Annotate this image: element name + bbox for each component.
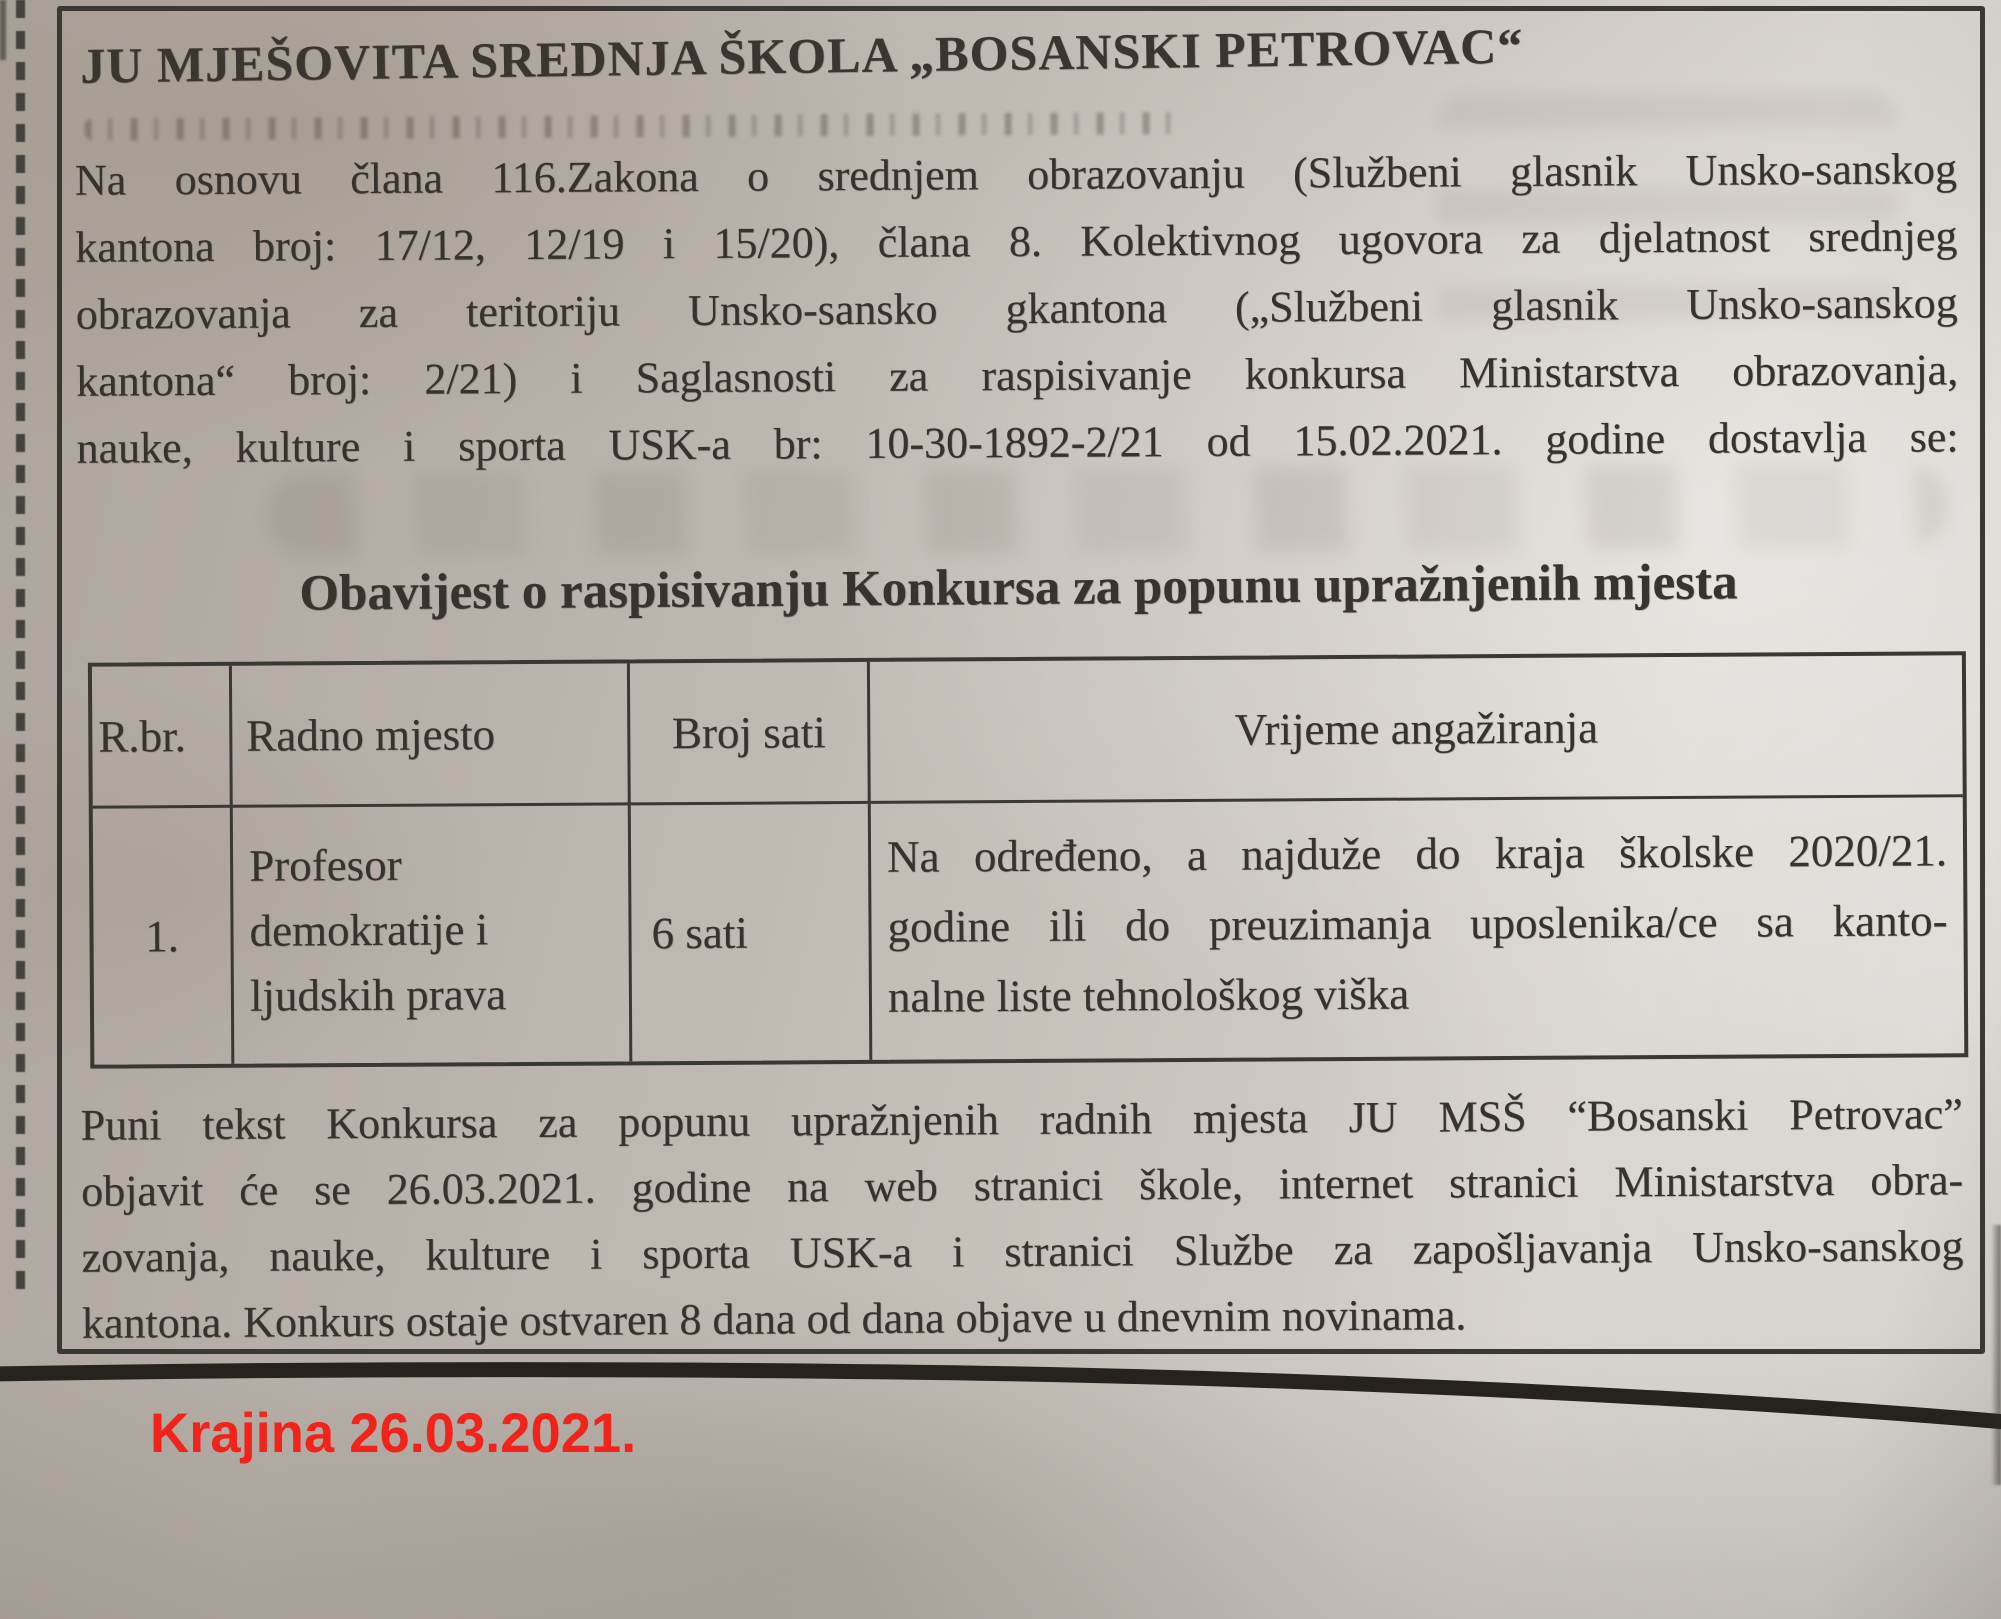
intro-line: Na osnovu člana 116.Zakona o srednjem obrazovanju (Službeni glasnik Unsko-sanskog — [74, 144, 1958, 205]
announcement-content — [74, 5, 1964, 1354]
bleed-through-smudge-top — [1436, 92, 1898, 345]
table-cell-engagement-period — [871, 797, 1965, 1060]
table-cell-hours: 6 sati — [631, 804, 873, 1061]
intro-line: kantona“ broj: 2/21) i Saglasnosti za raspisivanje konkursa Ministarstva obrazovanja, — [76, 345, 1959, 406]
notice-heading: Obavijest o raspisivanju Konkursa za popunu upražnjenih mjesta — [299, 554, 1738, 622]
engagement-line: nalne liste tehnološkog viška — [887, 968, 1410, 1022]
intro-line: obrazovanja za teritoriju Unsko-sansko gkantona („Službeni glasnik Unsko-sanskog — [75, 278, 1958, 339]
print-smudge-band — [85, 112, 1175, 141]
closing-line: objavit će se 26.03.2021. godine na web stranici škole, internet stranici Ministarstva obra- — [80, 1155, 1964, 1216]
page-title: JU MJEŠOVITA SREDNJA ŠKOLA „BOSANSKI PETROVAC“ — [79, 17, 1524, 94]
intro-line: nauke, kulture i sporta USK-a br: 10-30-1892-2/21 od 15.02.2021. godine dostavlja se: — [76, 412, 1959, 473]
closing-line: kantona. Konkurs ostaje ostvaren 8 dana od dana objave u dnevnim novinama. — [81, 1290, 1467, 1348]
column-header-broj-sati: Broj sati — [630, 662, 871, 805]
engagement-line: Na određeno, a najduže do kraja školske 2020/21. — [886, 825, 1948, 882]
vacancies-table — [88, 651, 1968, 1068]
intro-line: kantona broj: 17/12, 12/19 i 15/20), člana 8. Kolektivnog ugovora za djelatnost srednjeg — [75, 211, 1958, 272]
position-line: demokratije i — [249, 904, 489, 956]
table-cell-row-number: 1. — [93, 808, 235, 1065]
bleed-through-smudge — [267, 463, 1947, 557]
column-header-vrijeme: Vrijeme angažiranja — [870, 655, 1963, 804]
table-cell-position — [233, 805, 633, 1063]
scan-edge-shadow — [1991, 1225, 2001, 1485]
left-dashed-column-rule — [16, 0, 25, 1298]
scan-edge-mark — [0, 0, 6, 60]
date-stamp: Krajina 26.03.2021. — [150, 1401, 637, 1464]
engagement-line: godine ili do preuzimanja uposlenika/ce sa kanto- — [887, 895, 1948, 952]
position-line: ljudskih prava — [249, 969, 507, 1021]
closing-line: Puni tekst Konkursa za popunu upražnjenih radnih mjesta JU MSŠ “Bosanski Petrovac” — [80, 1089, 1963, 1150]
position-line: Profesor — [248, 839, 402, 891]
announcement-box — [57, 6, 1985, 1354]
column-header-rbr: R.br. — [92, 666, 233, 809]
closing-paragraph — [81, 1081, 1965, 1356]
closing-line: zovanja, nauke, kulture i sporta USK-a i stranici Službe za zapošljavanja Unsko-sanskog — [81, 1221, 1964, 1282]
column-header-radno-mjesto: Radno mjesto — [232, 663, 631, 807]
